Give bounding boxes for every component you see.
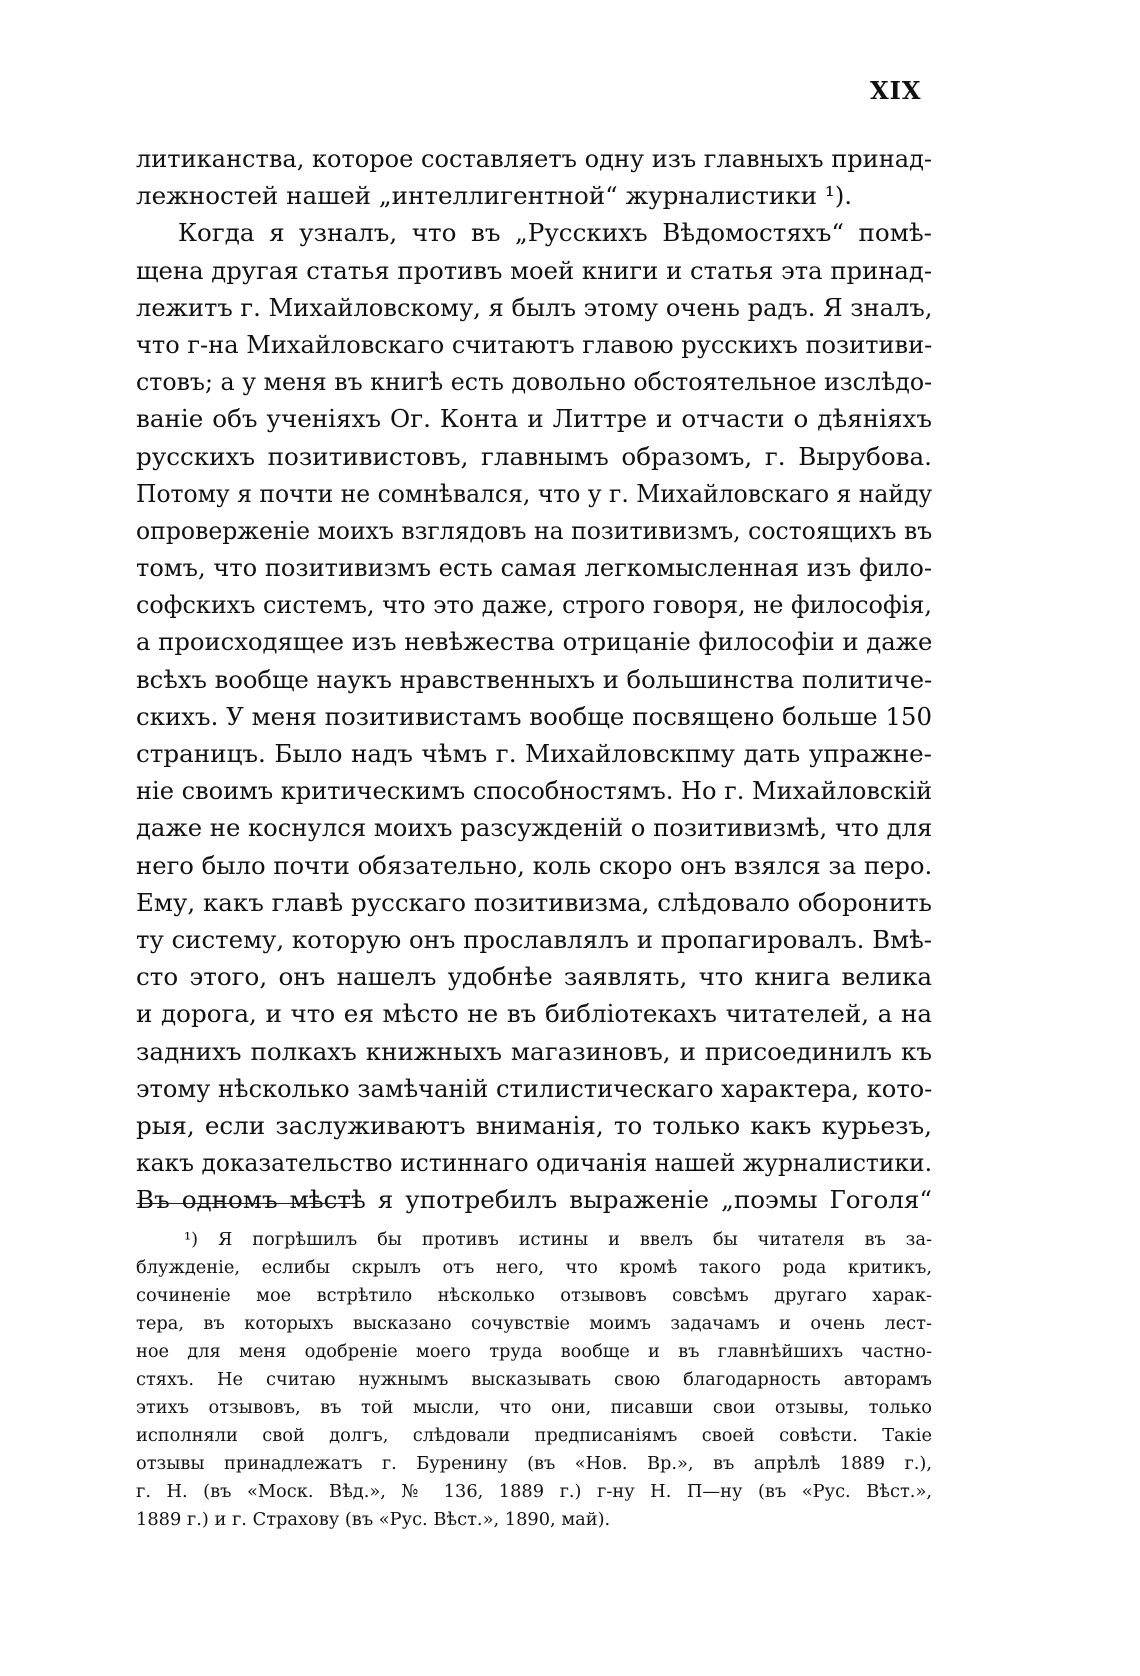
- text-line: страницъ. Было надъ чѣмъ г. Михайловскпму дать упражне-: [136, 739, 932, 768]
- footnote-line: ное для меня одобреніе моего труда вообще и въ главнѣйшихъ частно-: [136, 1341, 932, 1362]
- footnote-line: 1889 г.) и г. Страхову (въ «Рус. Вѣст.», 1890, май).: [136, 1509, 611, 1530]
- text-line: ту систему, которую онъ прославлялъ и пропагировалъ. Вмѣ-: [136, 924, 933, 954]
- text-line: и дорога, и что ея мѣсто не въ библіотекахъ читателей, а на: [136, 999, 932, 1029]
- text-line: русскихъ позитивистовъ, главнымъ образомъ, г. Вырубова.: [136, 441, 932, 471]
- footnote-line: г. Н. (въ «Моск. Вѣд.», № 136, 1889 г.) г-ну Н. П—ну (въ «Рус. Вѣст.»,: [136, 1481, 932, 1502]
- footnote-line: тера, въ которыхъ высказано сочувствіе моимъ задачамъ и очень лест-: [136, 1313, 932, 1334]
- text-line: Въ одномъ мѣстѣ я употребилъ выраженіе „поэмы Гоголя“: [136, 1185, 932, 1215]
- text-line: ваніе объ ученіяхъ Ог. Конта и Литтре и отчасти о дѣяніяхъ: [136, 404, 932, 434]
- footnote-line: исполняли свой долгъ, слѣдовали предписаніямъ своей совѣсти. Такіе: [136, 1425, 932, 1446]
- text-line: этому нѣсколько замѣчаній стилистическаго характера, кото-: [136, 1073, 933, 1103]
- text-line: рыя, если заслуживаютъ вниманія, то только какъ курьезъ,: [136, 1110, 932, 1140]
- text-line: него было почти обязательно, коль скоро онъ взялся за перо.: [136, 850, 933, 880]
- body-text: [136, 140, 932, 1218]
- footnote-line: стяхъ. Не считаю нужнымъ высказывать свою благодарность авторамъ: [136, 1369, 932, 1390]
- footnote-divider: [136, 1203, 356, 1204]
- text-line: щена другая статья противъ моей книги и статья эта принад-: [136, 255, 933, 285]
- footnote-line: сочиненіе мое встрѣтило нѣсколько отзывовъ совсѣмъ другаго харак-: [136, 1285, 932, 1306]
- text-line: Когда я узналъ, что въ „Русскихъ Вѣдомостяхъ“ помѣ-: [178, 218, 932, 248]
- page-number: XIX: [870, 76, 922, 105]
- text-line: сто этого, онъ нашелъ удобнѣе заявлять, что книга велика: [136, 962, 932, 992]
- text-line: всѣхъ вообще наукъ нравственныхъ и большинства политиче-: [136, 664, 933, 694]
- text-line: опроверженіе моихъ взглядовъ на позитивизмъ, состоящихъ въ: [136, 515, 933, 545]
- footnote: [136, 1226, 932, 1534]
- text-line: скихъ. У меня позитивистамъ вообще посвящено больше 150: [136, 701, 933, 731]
- footnote-line: блужденіе, еслибы скрылъ отъ него, что кромѣ такого рода критикъ,: [136, 1257, 932, 1278]
- text-line: лежностей нашей „интеллигентной“ журналистики ¹).: [136, 181, 853, 211]
- text-line: лежитъ г. Михайловскому, я былъ этому очень радъ. Я зналъ,: [136, 292, 933, 322]
- text-line: даже не коснулся моихъ разсужденій о позитивизмѣ, что для: [136, 813, 933, 843]
- text-line: томъ, что позитивизмъ есть самая легкомысленная изъ фило-: [136, 553, 933, 583]
- text-line: а происходящее изъ невѣжества отрицаніе философіи и даже: [136, 627, 933, 657]
- text-line: стовъ; а у меня въ книгѣ есть довольно обстоятельное изслѣдо-: [136, 367, 933, 397]
- text-line: заднихъ полкахъ книжныхъ магазиновъ, и присоединилъ къ: [136, 1036, 932, 1066]
- text-line: какъ доказательство истиннаго одичанія нашей журналистики.: [136, 1148, 933, 1178]
- text-line: что г-на Михайловскаго считаютъ главою русскихъ позитиви-: [136, 329, 933, 359]
- footnote-line: ¹) Я погрѣшилъ бы противъ истины и ввелъ бы читателя въ за-: [184, 1229, 932, 1250]
- text-line: литиканства, которое составляетъ одну изъ главныхъ принад-: [136, 144, 933, 173]
- text-line: софскихъ системъ, что это даже, строго говоря, не философія,: [136, 590, 932, 620]
- footnote-line: этихъ отзывовъ, въ той мысли, что они, писавши свои отзывы, только: [136, 1397, 932, 1418]
- footnote-line: отзывы принадлежатъ г. Буренину (въ «Нов. Вр.», въ апрѣлѣ 1889 г.),: [136, 1453, 932, 1474]
- text-line: Ему, какъ главѣ русскаго позитивизма, слѣдовало оборонить: [136, 887, 932, 917]
- text-line: ніе своимъ критическимъ способностямъ. Но г. Михайловскій: [136, 776, 933, 806]
- text-line: Потому я почти не сомнѣвался, что у г. Михайловскаго я найду: [136, 478, 933, 508]
